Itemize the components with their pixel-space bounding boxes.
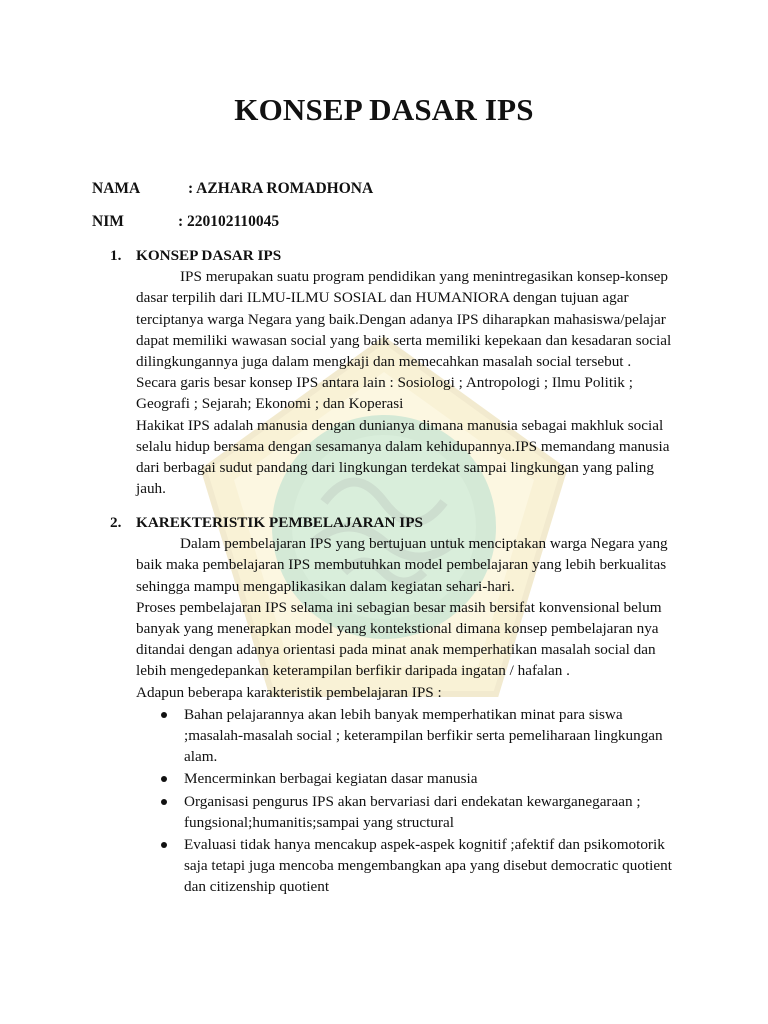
paragraph: Adapun beberapa karakteristik pembelajaran IPS :	[136, 683, 442, 701]
meta-name-value: : AZHARA ROMADHONA	[188, 180, 374, 197]
paragraph: Proses pembelajaran IPS selama ini sebagian besar masih bersifat konvensional belum banyak yang menerapkan model yang kontekstional dimana konsep pembelajaran nya ditandai dengan adanya orientasi pada minat anak memperhatikan masalah social dan lebih mengedepankan keterampilan berfikir daripada ingatan / hafalan .	[136, 598, 662, 680]
list-item	[136, 834, 680, 898]
meta-nim-row	[92, 213, 492, 233]
meta-nim-label: NIM	[92, 213, 124, 230]
paragraph: Hakikat IPS adalah manusia dengan dunianya dimana manusia sebagai makhluk social selalu hidup bersama dengan sesamanya dalam kehidupannya.IPS memandang manusia dari berbagai sudut pandang dari lingkungan terdekat sampai lingkungan yang paling jauh.	[136, 416, 670, 498]
meta-name-label: NAMA	[92, 180, 141, 197]
section-2	[110, 512, 680, 899]
list-item-text: Mencerminkan berbagai kegiatan dasar manusia	[184, 770, 478, 788]
bullet-icon	[161, 842, 167, 848]
list-item	[136, 768, 680, 789]
section-heading	[110, 512, 680, 533]
meta-nim-value: : 220102110045	[178, 213, 280, 230]
bullet-icon	[161, 712, 167, 718]
bullet-icon	[161, 776, 167, 782]
list-item-text: Evaluasi tidak hanya mencakup aspek-aspek kognitif ;afektif dan psikomotorik saja tetapi juga mencoba mengembangkan apa yang disebut democratic quotient dan citizenship quotient	[184, 836, 672, 896]
document-title: KONSEP DASAR IPS	[234, 92, 534, 127]
section-number: 1.	[110, 247, 122, 264]
section-heading-text: KONSEP DASAR IPS	[136, 247, 282, 264]
section-body	[136, 533, 680, 703]
bullet-icon	[161, 799, 167, 805]
section-number: 2.	[110, 514, 122, 531]
list-item	[136, 704, 680, 768]
paragraph: Secara garis besar konsep IPS antara lain : Sosiologi ; Antropologi ; Ilmu Politik ; Geografi ; Sejarah; Ekonomi ; dan Koperasi	[136, 374, 633, 413]
paragraph	[136, 266, 680, 372]
section-heading-text: KAREKTERISTIK PEMBELAJARAN IPS	[136, 514, 423, 531]
characteristics-list	[136, 704, 680, 898]
section-heading	[110, 245, 680, 266]
list-item-text: Bahan pelajarannya akan lebih banyak memperhatikan minat para siswa ;masalah-masalah social ; keterampilan berfikir serta pemeliharaan lingkungan alam.	[184, 705, 663, 766]
section-1	[110, 245, 680, 499]
meta-name-row	[92, 180, 492, 200]
list-item	[136, 791, 680, 833]
paragraph-text: IPS merupakan suatu program pendidikan yang menintregasikan konsep-konsep dasar terpilih dari ILMU-ILMU SOSIAL dan HUMANIORA dengan tujuan agar terciptanya warga Negara yang baik.Dengan adanya IPS diharapkan mahasiswa/pelajar dapat memiliki wawasan social yang baik serta memiliki kepekaan dan kesadaran social dilingkungannya juga dalam mengkaji dan memecahkan masalah social tersebut .	[136, 268, 672, 371]
paragraph	[136, 533, 680, 597]
list-item-text: Organisasi pengurus IPS akan bervariasi dari endekatan kewarganegaraan ; fungsional;humanitis;sampai yang structural	[184, 792, 641, 831]
paragraph-text: Dalam pembelajaran IPS yang bertujuan untuk menciptakan warga Negara yang baik maka pembelajaran IPS membutuhkan model pembelajaran yang lebih berkualitas sehingga mampu mengaplikasikan dalam kegiatan sehari-hari.	[136, 535, 668, 595]
section-body	[136, 266, 680, 499]
